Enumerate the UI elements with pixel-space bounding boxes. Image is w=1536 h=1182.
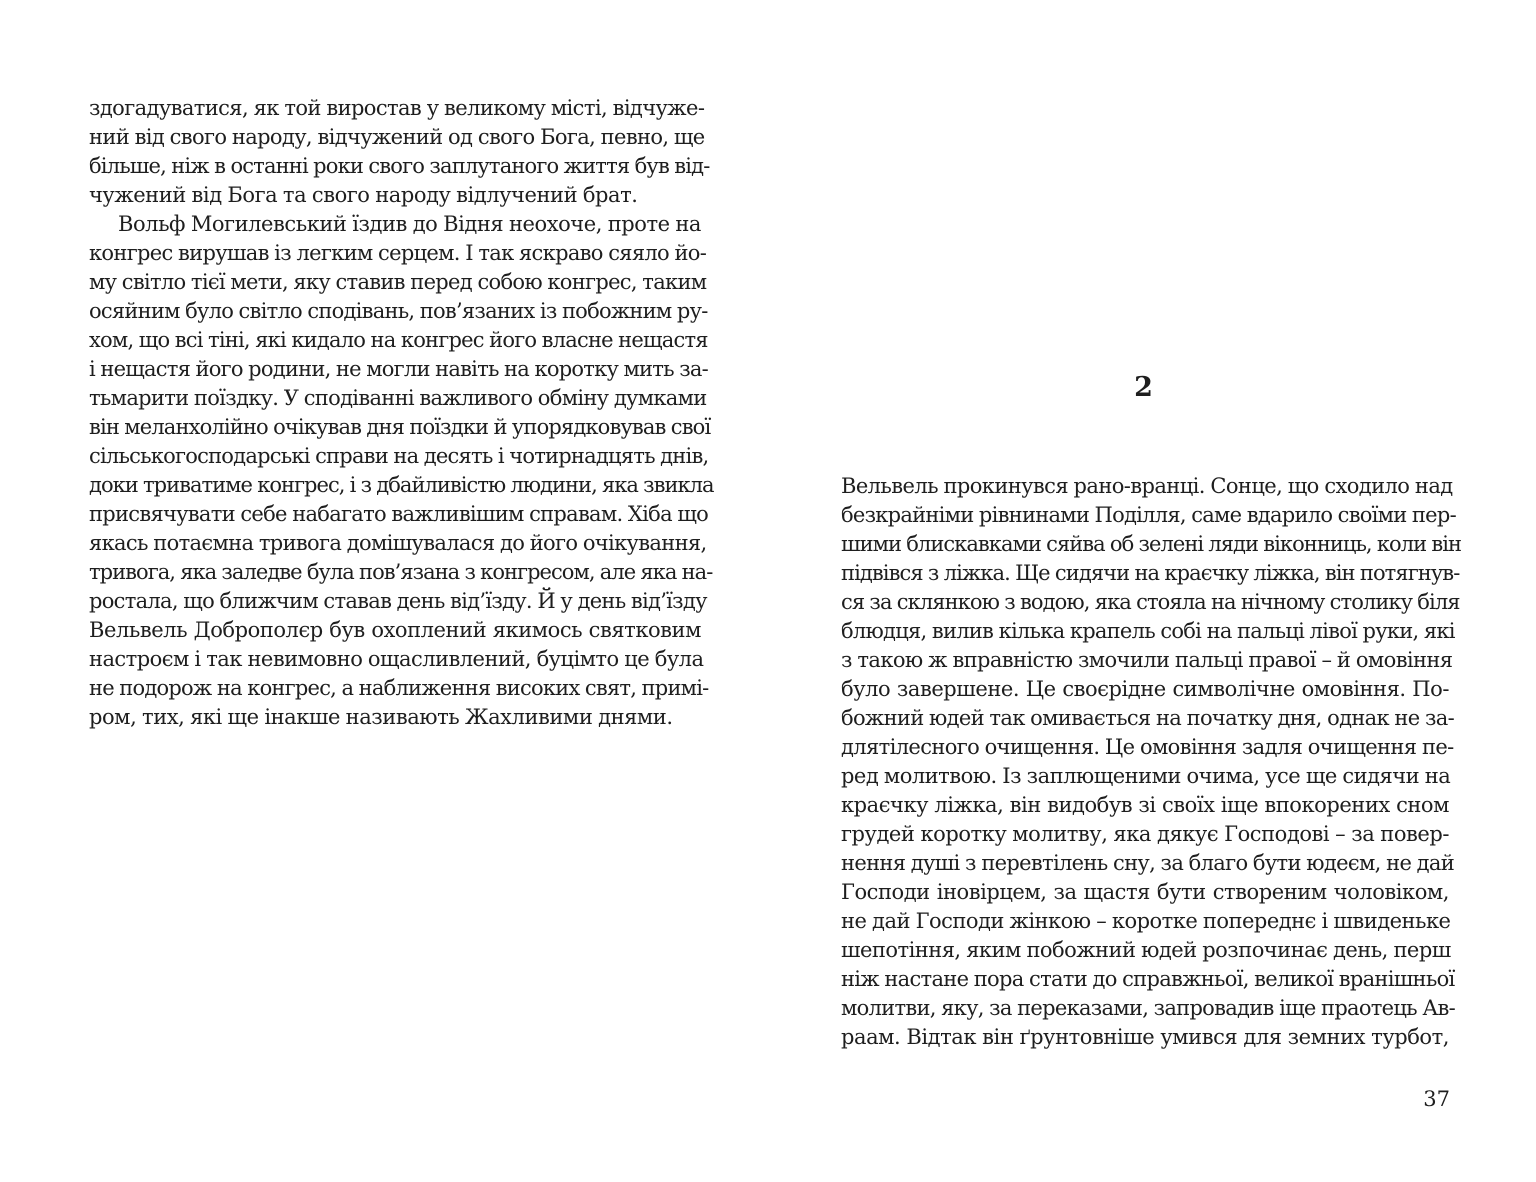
text-line: здогадуватися, як той виростав у великому місті, відчуже- [89, 96, 705, 120]
text-line: нення душі з перевтілень сну, за благо бути юдеєм, не дай [841, 851, 1455, 875]
text-line: блюдця, вилив кілька крапель собі на пальці лівої руки, які [841, 619, 1455, 643]
text-line: хом, що всі тіні, які кидало на конгрес його власне нещастя [89, 328, 708, 352]
text-line: присвячувати себе набагато важливішим справам. Хіба що [89, 502, 709, 526]
chapter-number: 2 [1134, 372, 1153, 403]
text-line: ростала, що ближчим ставав день від’їзду. Й у день від’їзду [89, 589, 707, 613]
text-line: тривога, яка заледве була пов’язана з конгресом, але яка на- [89, 560, 713, 584]
right-page [768, 0, 1536, 1182]
text-line: длятілесного очищення. Це омовіння задля очищення пе- [841, 735, 1454, 759]
text-line: безкрайніми рівнинами Поділля, саме вдарило своїми пер- [841, 503, 1456, 527]
text-line: не дай Господи жінкою – коротке попереднє і швиденьке [841, 909, 1451, 933]
text-line: му світло тієї мети, яку ставив перед собою конгрес, таким [89, 270, 707, 294]
text-line: з такою ж вправністю змочили пальці правої – й омовіння [841, 648, 1453, 672]
page-number: 37 [1423, 1087, 1450, 1111]
text-line: більше, ніж в останні роки свого заплутаного життя був від- [89, 154, 710, 178]
text-line: чужений від Бога та свого народу відлучений брат. [89, 183, 638, 207]
text-line: було завершене. Це своєрідне символічне омовіння. По- [841, 677, 1449, 701]
text-line: якась потаємна тривога домішувалася до його очікування, [89, 531, 707, 555]
text-line: тьмарити поїздку. У сподіванні важливого обміну думками [89, 386, 707, 410]
text-line: шепотіння, яким побожний юдей розпочинає день, перш [841, 938, 1451, 962]
text-line: молитви, яку, за переказами, запровадив іще праотець Ав- [841, 996, 1456, 1020]
text-line: Господи іновірцем, за щастя бути створеним чоловіком, [841, 880, 1449, 904]
text-line: конгрес вирушав із легким серцем. І так яскраво сяяло йо- [89, 241, 707, 265]
text-line: Вельвель Доброполєр був охоплений якимось святковим [89, 618, 701, 642]
text-line: настроєм і так невимовно ощасливлений, буцімто це була [89, 647, 704, 671]
text-line: він меланхолійно очікував дня поїздки й упорядковував свої [89, 415, 711, 439]
left-page-text [89, 94, 714, 732]
text-line: сільськогосподарські справи на десять і чотирнадцять днів, [89, 444, 709, 468]
text-line: ред молитвою. Із заплющеними очима, усе ще сидячи на [841, 764, 1451, 788]
text-line: грудей коротку молитву, яка дякує Господові – за повер- [841, 822, 1449, 846]
text-line: раам. Відтак він ґрунтовніше умився для земних турбот, [841, 1025, 1449, 1049]
text-line: не подорож на конгрес, а наближення високих свят, примі- [89, 676, 709, 700]
text-line: Вельвель прокинувся рано-вранці. Сонце, що сходило над [841, 474, 1453, 498]
text-line: доки триватиме конгрес, і з дбайливістю людини, яка звикла [89, 473, 714, 497]
text-line: краєчку ліжка, він видобув зі своїх іще впокорених сном [841, 793, 1449, 817]
text-line: ніж настане пора стати до справжньої, великої вранішньої [841, 967, 1455, 991]
paragraph-first-line: Вольф Могилевський їздив до Відня неохоче, проте на [118, 212, 701, 236]
text-line: осяйним було світло сподівань, пов’язаних із побожним ру- [89, 299, 708, 323]
text-line: ся за склянкою з водою, яка стояла на нічному столику біля [841, 590, 1460, 614]
text-line: підвівся з ліжка. Ще сидячи на краєчку ліжка, він потягнув- [841, 561, 1460, 585]
text-line: і нещастя його родини, не могли навіть на коротку мить за- [89, 357, 708, 381]
text-line: шими блискавками сяйва об зелені ляди віконниць, коли він [841, 532, 1462, 556]
text-line: ний від свого народу, відчужений од свого Бога, певно, ще [89, 125, 705, 149]
text-line: ром, тих, які ще інакше називають Жахливими днями. [89, 705, 673, 729]
right-page-text [841, 472, 1462, 1052]
text-line: божний юдей так омивається на початку дня, однак не за- [841, 706, 1455, 730]
